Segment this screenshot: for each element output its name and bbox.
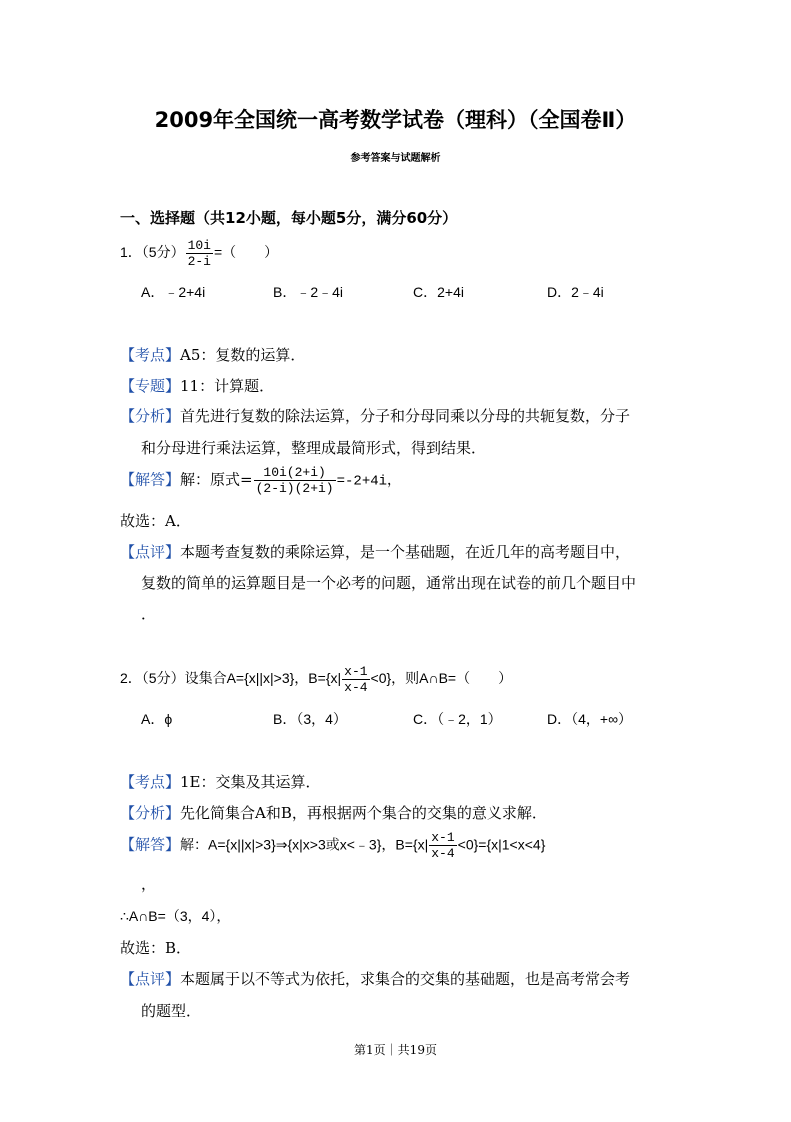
fraction-numerator: x-1: [431, 830, 455, 845]
question-2-option-c: C．（﹣2，1）: [413, 711, 502, 727]
question-2-stem: [120, 664, 512, 695]
jieda-tag: 【解答】: [120, 835, 181, 854]
question-1-dianping: [120, 541, 630, 562]
question-1-kaodian: [120, 344, 305, 365]
question-1-fenxi-line-2: 和分母进行乘法运算，整理成最简形式，得到结果．: [141, 439, 487, 457]
page-footer: 第1页｜共19页: [354, 1043, 437, 1057]
question-1-stem: [120, 238, 278, 269]
page-title: 2009年全国统一高考数学试卷（理科）（全国卷Ⅱ）: [154, 108, 637, 132]
question-2-suffix: <0}，则A∩B=（ ）: [370, 670, 513, 687]
question-1-option-a: A．﹣2+4i: [141, 284, 206, 300]
zhuanti-text: 11：计算题．: [180, 377, 275, 395]
question-1-suffix: =（ ）: [213, 244, 279, 261]
question-2-dianping-line-2: 的题型．: [141, 1002, 202, 1020]
dianping-text-line-1: 本题考查复数的乘除运算，是一个基础题，在近几年的高考题目中，: [180, 543, 631, 561]
jieda-result: =-2+4i，: [336, 473, 402, 490]
jieda-fraction: [254, 465, 336, 496]
question-2-prefix: 2．（5分）设集合A={x||x|>3}，B={x|: [120, 670, 342, 687]
fraction-denominator: x-4: [344, 680, 368, 695]
question-1-option-b: B．﹣2﹣4i: [273, 284, 344, 300]
question-1-jieda: [120, 465, 401, 496]
question-2-option-b: B．（3，4）: [273, 711, 347, 727]
fraction-denominator: 2-i: [187, 254, 211, 269]
dianping-text-line-1: 本题属于以不等式为依托，求集合的交集的基础题，也是高考常会考: [180, 970, 631, 988]
fenxi-text: 先化简集合A和B，再根据两个集合的交集的意义求解．: [180, 804, 547, 822]
question-1-zhuanti: [120, 375, 274, 396]
jieda-prefix: 解：A={x||x|>3}⇒{x|x>3或x<﹣3}，B={x|: [180, 836, 429, 853]
question-2-fraction: [342, 664, 369, 695]
dianping-tag: 【点评】: [120, 543, 181, 561]
question-1-option-d: D．2﹣4i: [547, 284, 604, 300]
zhuanti-tag: 【专题】: [120, 377, 181, 395]
question-2-result: ∴A∩B=（3，4），: [120, 908, 231, 924]
question-1-answer: 故选：A．: [120, 512, 191, 530]
fraction-denominator: x-4: [431, 846, 455, 861]
jieda-result: <0}={x|1<x<4}: [457, 836, 546, 853]
fenxi-tag: 【分析】: [120, 407, 181, 425]
fraction-numerator: x-1: [344, 664, 368, 679]
fraction-numerator: 10i: [187, 238, 211, 253]
question-1-option-c: C．2+4i: [413, 284, 464, 300]
question-2-option-a: A．ϕ: [141, 711, 173, 727]
fraction-denominator: (2-i)(2+i): [255, 481, 334, 496]
question-2-dianping: [120, 968, 630, 989]
question-1-fraction: [186, 238, 213, 269]
jieda-prefix: 解：原式=: [180, 470, 253, 489]
jieda-fraction: [429, 830, 456, 861]
fenxi-tag: 【分析】: [120, 804, 181, 822]
jieda-tag: 【解答】: [120, 470, 181, 489]
fraction-numerator: 10i(2+i): [254, 465, 336, 481]
kaodian-text: 1E：交集及其运算．: [180, 773, 321, 791]
question-1-dianping-line-3: ．: [141, 605, 157, 623]
section-heading: 一、选择题（共12小题，每小题5分，满分60分）: [120, 209, 458, 227]
question-2-kaodian: [120, 771, 321, 792]
question-2-option-d: D．（4，+∞）: [547, 711, 633, 727]
kaodian-text: A5：复数的运算．: [180, 346, 306, 364]
question-1-dianping-line-2: 复数的简单的运算题目是一个必考的问题，通常出现在试卷的前几个题目中: [141, 574, 637, 592]
question-1-prefix: 1．（5分）: [120, 244, 185, 261]
dianping-tag: 【点评】: [120, 970, 181, 988]
kaodian-tag: 【考点】: [120, 773, 181, 791]
question-2-jieda: [120, 830, 545, 861]
kaodian-tag: 【考点】: [120, 346, 181, 364]
page-subtitle: 参考答案与试题解析: [350, 153, 441, 164]
question-2-jieda-comma: ，: [141, 875, 157, 893]
question-2-fenxi: [120, 802, 547, 823]
question-1-fenxi: [120, 405, 630, 426]
question-2-answer: 故选：B．: [120, 939, 192, 957]
fenxi-text-line-1: 首先进行复数的除法运算，分子和分母同乘以分母的共轭复数，分子: [180, 407, 631, 425]
